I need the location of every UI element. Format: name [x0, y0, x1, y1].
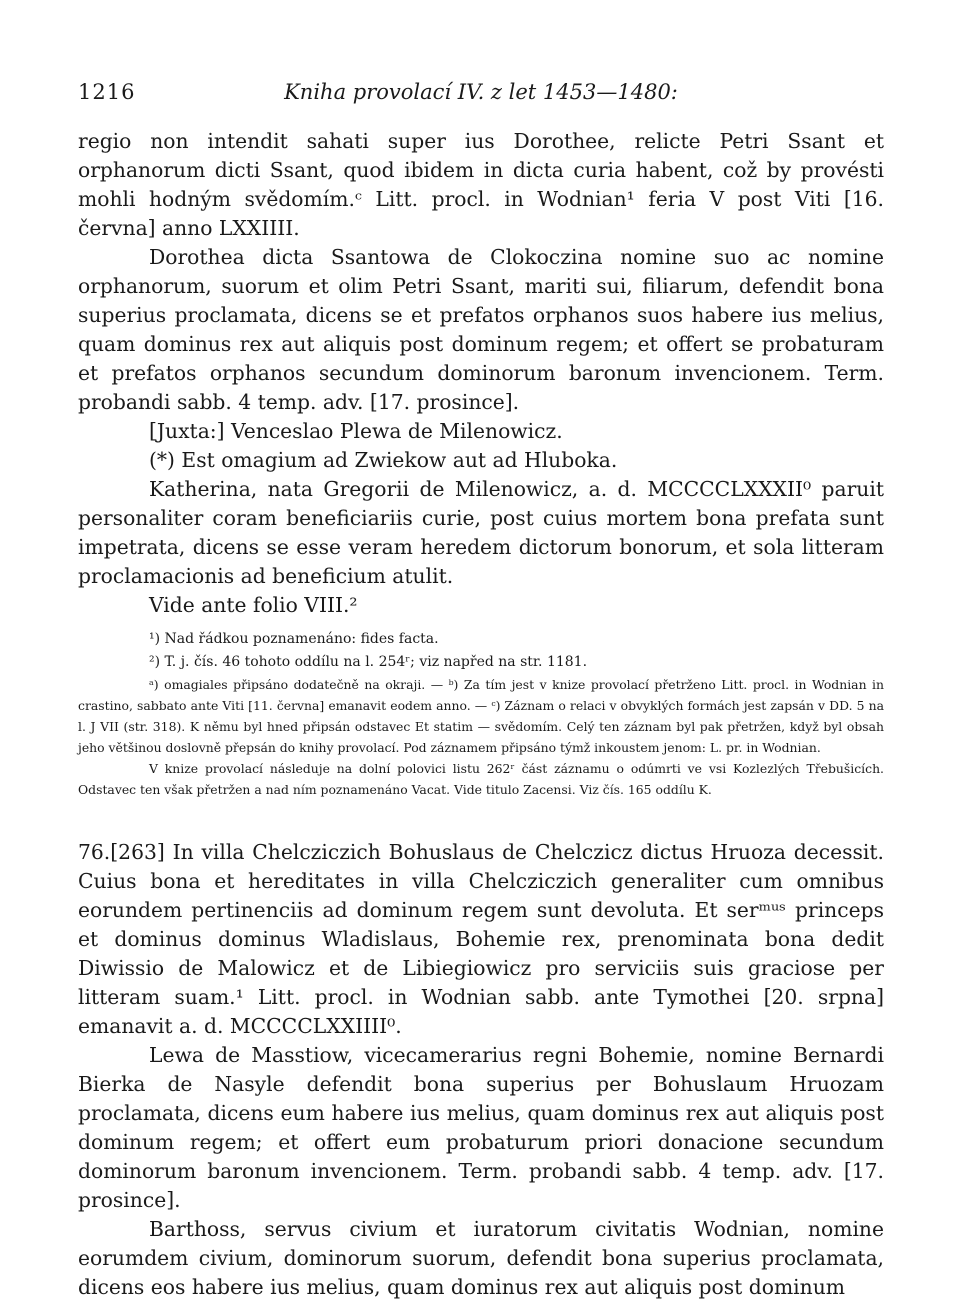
paragraph: Lewa de Masstiow, vicecamerarius regni Bohemie, nomine Bernardi Bierka de Nasyle defendit bona superius per Bohuslaum Hruozam proclamata, dicens eum habere ius melius, quam dominus rex aut aliquis post dominum regem; et offert eum probaturum priori donacione secundum dominorum baronum invencionem. Term. probandi sabb. 4 temp. adv. [17. prosince]. — [78, 1043, 884, 1212]
paragraph: [Juxta:] Venceslao Plewa de Milenowicz. — [149, 419, 563, 443]
main-text — [78, 127, 884, 1302]
section-gap — [78, 800, 884, 838]
footnotes — [78, 628, 884, 800]
paragraph: Vide ante folio VIII.² — [149, 593, 358, 617]
paragraph: (*) Est omagium ad Zwiekow aut ad Hluboka. — [149, 448, 618, 472]
footnote: ¹) Nad řádkou poznamenáno: fides facta. — [149, 631, 439, 647]
paragraph: regio non intendit sahati super ius Dorothee, relicte Petri Ssant et orphanorum dicti Ssant, quod ibidem in dicta curia habent, což by provésti mohli hodným svědomím.ᶜ Litt. procl. in Wodnian¹ feria V post Viti [16. června] anno LXXIIII. — [78, 129, 884, 240]
entry-paragraph: 76.[263] In villa Chelcziczich Bohuslaus de Chelczicz dictus Hruoza decessit. Cuius bona et hereditates in villa Chelcziczich generaliter cum omnibus eorundem pertinenciis ad dominum regem sunt devoluta. Et serᵐᵘˢ princeps et dominus dominus Wladislaus, Bohemie rex, prenominata bona dedit Diwissio de Malowicz et de Libiegiowicz pro serviciis suis graciose per litteram suam.¹ Litt. procl. in Wodnian sabb. ante Tymothei [20. srpna] emanavit a. d. MCCCCLXXIIII⁰. — [78, 840, 884, 1038]
editorial-note: V knize provolací následuje na dolní polovici listu 262ʳ část záznamu o odúmrti ve vsi Kozlezlých Třebušicích. Odstavec ten však přetržen a nad ním poznamenáno Vacat. Vide titulo Zacensi. Viz čís. 165 oddílu K. — [78, 761, 884, 797]
paragraph: Katherina, nata Gregorii de Milenowicz, a. d. MCCCCLXXXII⁰ paruit personaliter coram beneficiariis curie, post cuius mortem bona prefata sunt impetrata, dicens se esse veram heredem dictorum bonorum, et sola litteram proclamacionis ad beneficium atulit. — [78, 477, 884, 588]
page-number: 1216 — [78, 80, 136, 104]
footnote-apparatus: ᵃ) omagiales připsáno dodatečně na okraji. — ᵇ) Za tím jest v knize provolací přetrženo Litt. procl. in Wodnian in crastino, sabbato ante Viti [11. června] emanavit eodem anno. — ᶜ) Záznam o relaci v obvyklých formách jest zapsán v DD. 5 na l. J VII (str. 318). K němu byl hned připsán odstavec Et statim — svědomím. Celý ten záznam byl pak přetržen, když byl obsah jeho většinou doslovně přepsán do knihy provolací. Pod záznamem připsáno týmž inkoustem jenom: L. pr. in Wodnian. — [78, 677, 884, 755]
footnote: ²) T. j. čís. 46 tohoto oddílu na l. 254ʳ; viz napřed na str. 1181. — [149, 654, 588, 670]
running-title: Kniha provolací IV. z let 1453—1480: — [284, 80, 678, 104]
page-header — [78, 70, 884, 106]
paragraph: Barthoss, servus civium et iuratorum civitatis Wodnian, nomine eorumdem civium, dominorum suorum, defendit bona superius proclamata, dicens eos habere ius melius, quam dominus rex aut aliquis post dominum — [78, 1217, 884, 1299]
paragraph: Dorothea dicta Ssantowa de Clokoczina nomine suo ac nomine orphanorum, suorum et olim Petri Ssant, mariti sui, filiarum, defendit bona superius proclamata, dicens se et prefatos orphanos suos habere ius melius, quam dominus rex aut aliquis post dominum regem; et offert se probaturam et prefatos orphanos secundum dominorum baronum invencionem. Term. probandi sabb. 4 temp. adv. [17. prosince]. — [78, 245, 884, 414]
